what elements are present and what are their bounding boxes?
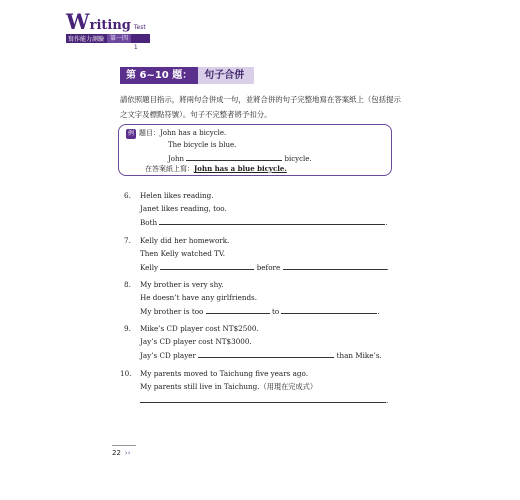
answer-end: . [386, 263, 389, 272]
section-heading [120, 67, 254, 84]
logo-bar-label-1: 寫作能力測驗 [68, 36, 105, 43]
answer-end: . [377, 307, 380, 316]
question-sentence-2: He doesn’t have any girlfriends. [140, 293, 258, 302]
answer-blank[interactable] [159, 216, 388, 227]
next-arrow-icon: ›› [124, 449, 131, 457]
logo-rest: riting [89, 18, 131, 33]
example-line-1 [139, 128, 226, 139]
example-answer-line [145, 163, 287, 175]
section-title: 句子合併 [198, 67, 254, 84]
page-footer [112, 449, 131, 457]
example-blank [186, 152, 282, 161]
answer-stem: My brother is too [140, 307, 204, 316]
question-sentence-1: My brother is very shy. [140, 280, 224, 289]
example-sentence-1: John has a bicycle. [160, 129, 227, 137]
page-number: 22 [112, 449, 121, 457]
question-sentence-1: Mike’s CD player cost NT$2500. [140, 324, 259, 333]
answer-end: than Mike’s. [336, 351, 382, 360]
question-sentence-2: Janet likes reading, too. [140, 204, 227, 213]
answer-mid: before [256, 263, 281, 272]
answer-end: . [386, 396, 389, 405]
answer-blank-2[interactable] [281, 305, 380, 316]
answer-blank[interactable] [140, 394, 389, 405]
answer-stem: Both [140, 218, 158, 227]
question-number: 6. [124, 191, 131, 200]
answer-stem: Kelly [140, 263, 159, 272]
question-sentence-1: My parents moved to Taichung five years ago. [140, 369, 309, 378]
answer-end: . [385, 218, 388, 227]
question-sentence-2: My parents still live in Taichung.（用現在完成式） [140, 382, 318, 391]
logo-first-letter: W [66, 9, 90, 34]
answer-stem: Jay’s CD player [140, 351, 196, 360]
example-stem-end: bicycle. [284, 155, 312, 163]
question-answer-line [140, 216, 388, 228]
question-number: 10. [120, 369, 132, 378]
question-number: 9. [124, 324, 131, 333]
example-badge: 例 [127, 130, 134, 137]
question-answer-line [140, 394, 388, 406]
logo-bar [66, 34, 150, 43]
instructions: 請依照題目指示，將兩句合併成一句，並將合併的句子完整地寫在答案紙上（包括提示之文字及標點符號）。句子不完整者將予扣分。 [120, 95, 401, 119]
answer-mid: to [271, 307, 280, 316]
answer-blank-1[interactable] [160, 261, 254, 270]
example-stem-start: John [168, 155, 185, 163]
question-sentence-1: Helen likes reading. [140, 191, 214, 200]
example-sentence-2: The bicycle is blue. [168, 141, 237, 149]
question-answer-line [140, 305, 380, 317]
example-answer-prefix: 在答案紙上寫： [145, 165, 194, 173]
question-number: 7. [124, 236, 131, 245]
answer-blank-2[interactable] [283, 261, 387, 270]
question-number: 8. [124, 280, 131, 289]
example-answer: John has a blue bicycle. [194, 164, 287, 173]
question-sentence-1: Kelly did her homework. [140, 236, 230, 245]
question-answer-line [140, 349, 382, 361]
question-sentence-2: Then Kelly watched TV. [140, 249, 226, 258]
logo-bar-label-2: 第一四 [107, 34, 131, 43]
example-prefix: 題目： [139, 129, 160, 137]
logo-test-label: Test 1 [133, 24, 146, 51]
example-box [118, 124, 392, 176]
question-sentence-2: Jay’s CD player cost NT$3000. [140, 337, 252, 346]
question-answer-line [140, 261, 389, 273]
footer-rule [112, 445, 136, 446]
answer-blank-1[interactable] [206, 305, 270, 314]
answer-blank[interactable] [198, 349, 334, 358]
section-number: 第 6~10 題： [120, 67, 198, 84]
